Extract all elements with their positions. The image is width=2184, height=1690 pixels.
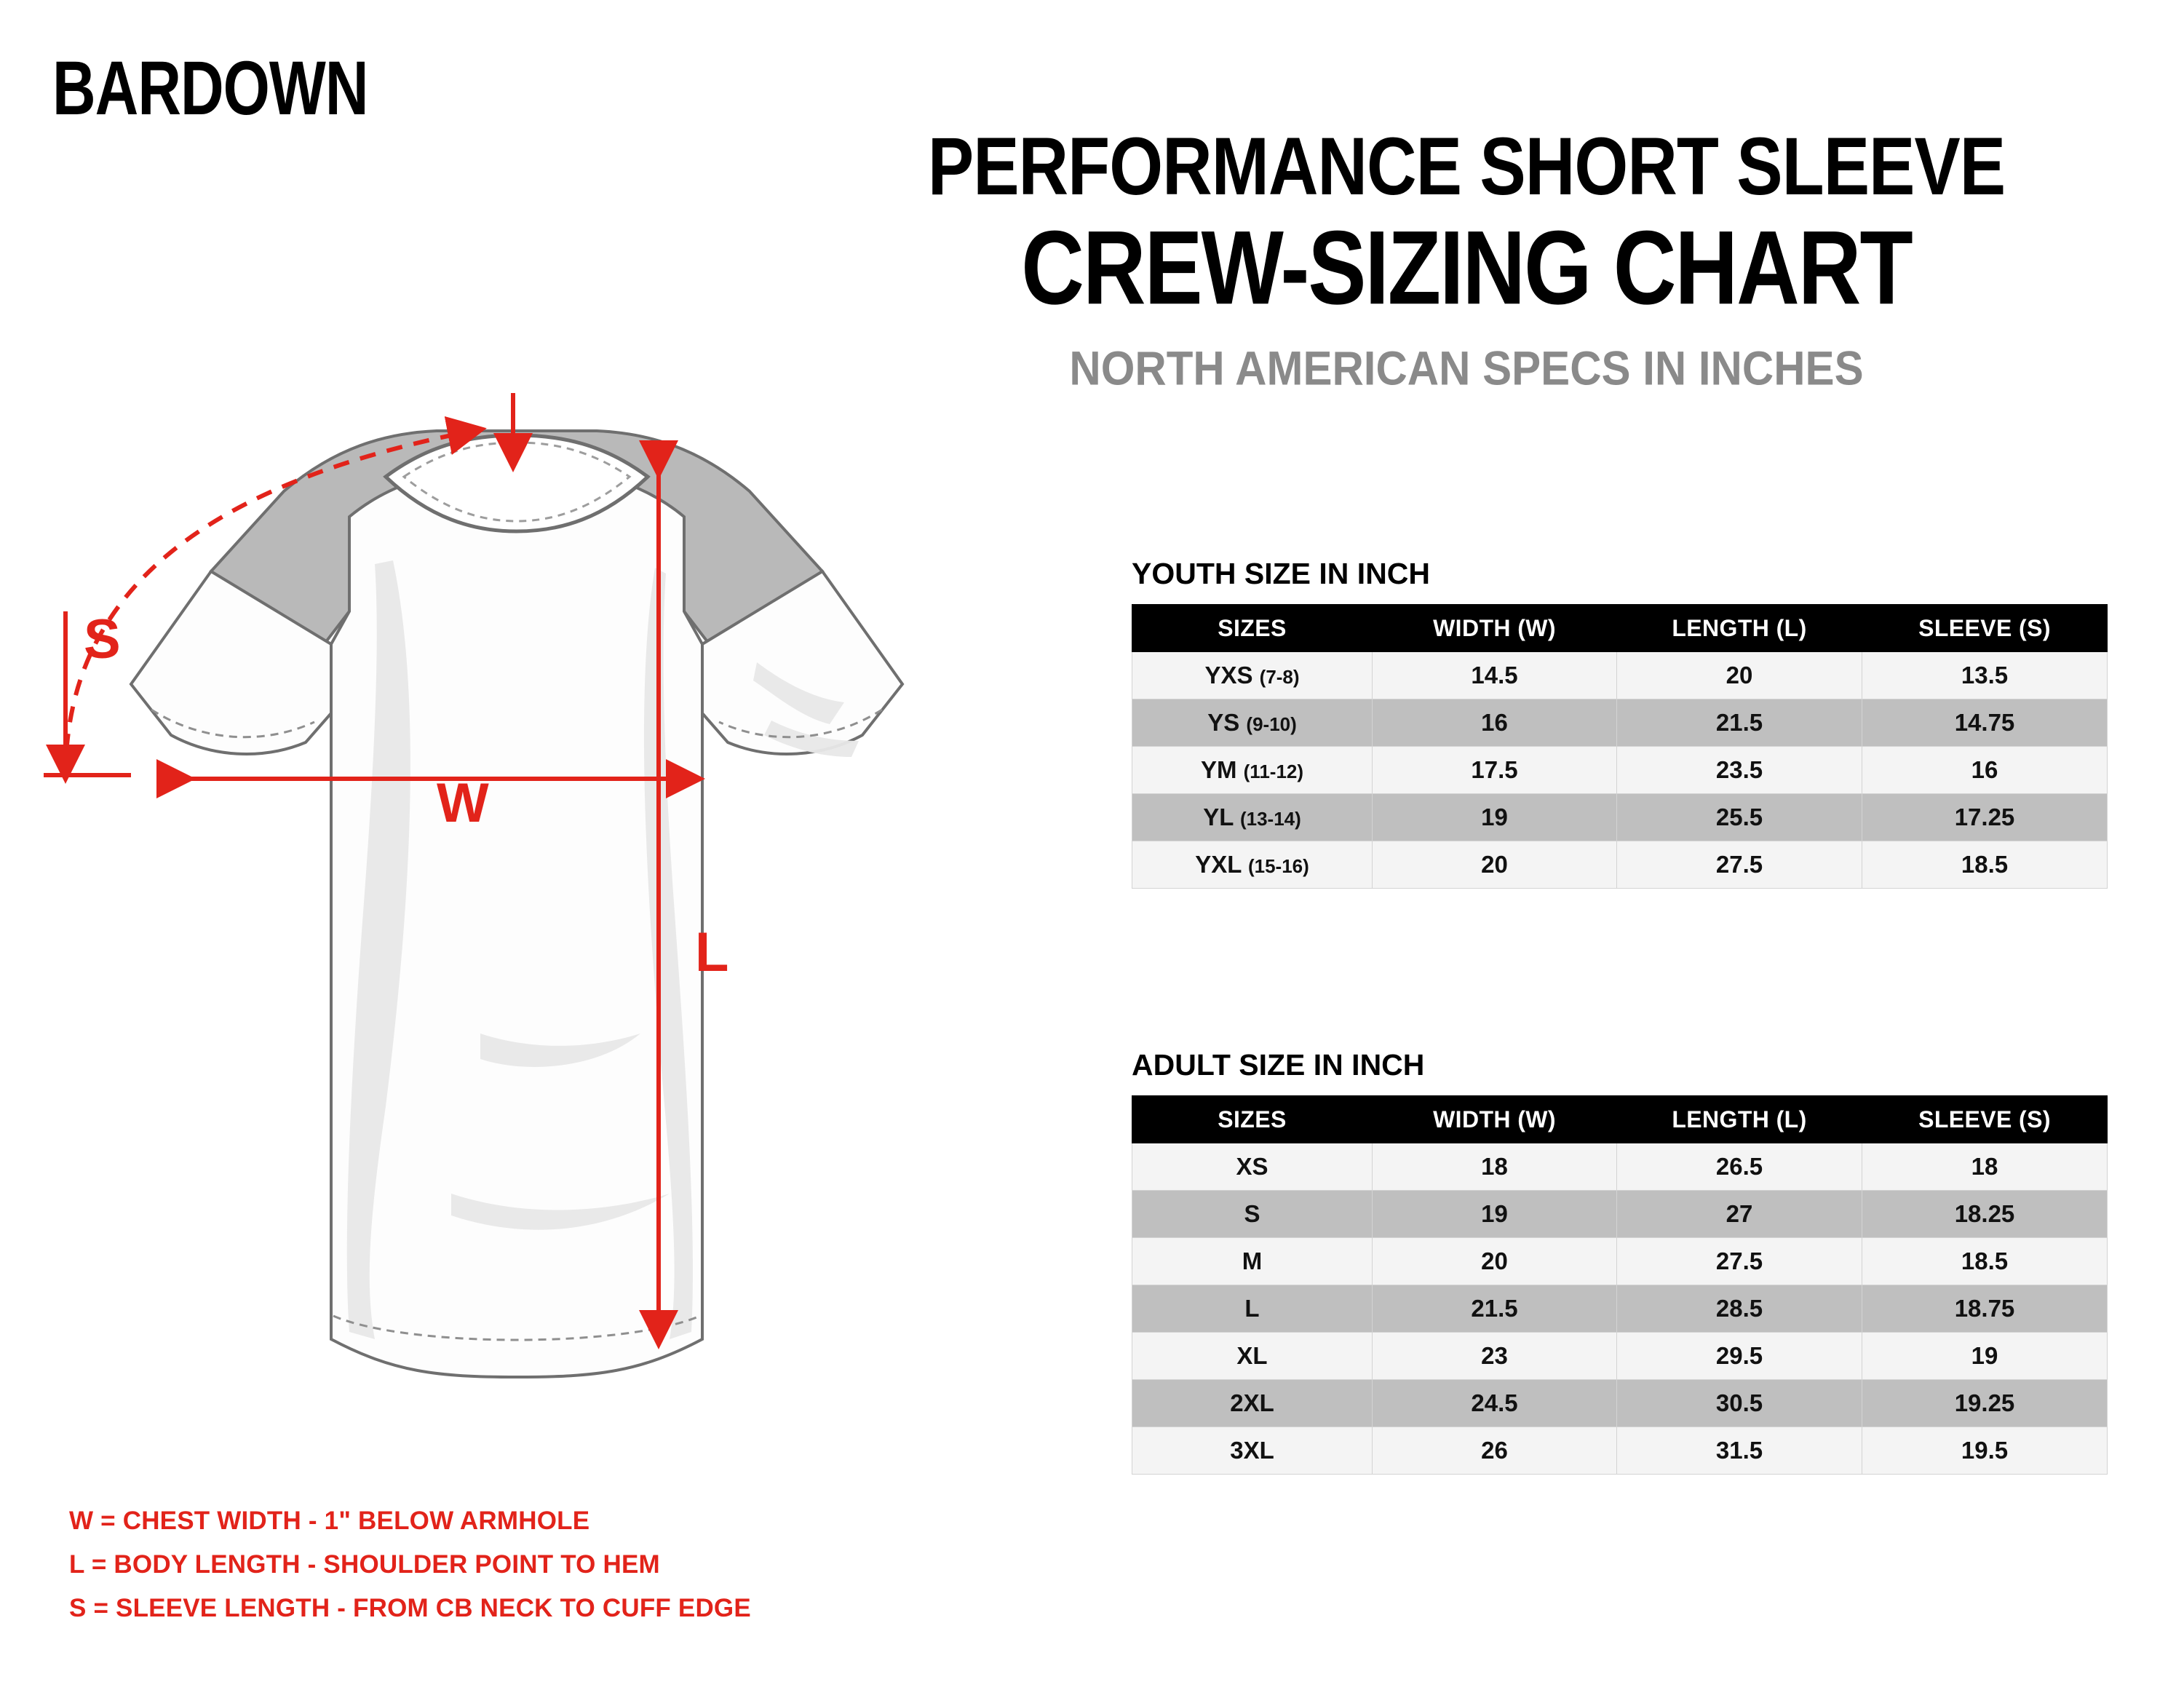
tshirt-diagram xyxy=(44,393,1026,1528)
cell-width: 20 xyxy=(1373,1238,1617,1285)
cell-size: 3XL xyxy=(1132,1427,1373,1475)
cell-length: 28.5 xyxy=(1617,1285,1862,1333)
cell-sleeve: 18.5 xyxy=(1862,1238,2108,1285)
legend-line-s: S = SLEEVE LENGTH - FROM CB NECK TO CUFF EDGE xyxy=(69,1594,751,1623)
cell-size: 2XL xyxy=(1132,1380,1373,1427)
column-header-sleeve: SLEEVE (S) xyxy=(1862,1096,2108,1143)
width-measure-label: W xyxy=(437,772,489,834)
column-header-width: WIDTH (W) xyxy=(1373,1096,1617,1143)
cell-size: YL (13-14) xyxy=(1132,794,1373,841)
tshirt-shape xyxy=(131,431,902,1377)
table-header-row xyxy=(1132,605,2108,652)
youth-table-caption: YOUTH SIZE IN INCH xyxy=(1132,557,1431,590)
cell-size: YM (11-12) xyxy=(1132,747,1373,794)
cell-length: 31.5 xyxy=(1617,1427,1862,1475)
legend-line-l: L = BODY LENGTH - SHOULDER POINT TO HEM xyxy=(69,1550,660,1579)
table-header-row xyxy=(1132,1096,2108,1143)
cell-sleeve: 18 xyxy=(1862,1143,2108,1191)
length-measure-label: L xyxy=(695,921,729,983)
sleeve-measure-label: S xyxy=(84,608,121,670)
table-row xyxy=(1132,1333,2108,1380)
youth-size-table-section xyxy=(1132,557,2107,889)
cell-sleeve: 19.25 xyxy=(1862,1380,2108,1427)
table-row xyxy=(1132,794,2108,841)
youth-size-table xyxy=(1132,604,2108,889)
cell-size: YXS (7-8) xyxy=(1132,652,1373,699)
cell-sleeve: 19.5 xyxy=(1862,1427,2108,1475)
table-row xyxy=(1132,1143,2108,1191)
cell-length: 21.5 xyxy=(1617,699,1862,747)
table-row xyxy=(1132,652,2108,699)
cell-size: XL xyxy=(1132,1333,1373,1380)
cell-width: 20 xyxy=(1373,841,1617,889)
column-header-sleeve: SLEEVE (S) xyxy=(1862,605,2108,652)
cell-length: 29.5 xyxy=(1617,1333,1862,1380)
cell-width: 26 xyxy=(1373,1427,1617,1475)
cell-length: 27.5 xyxy=(1617,1238,1862,1285)
cell-length: 27 xyxy=(1617,1191,1862,1238)
legend xyxy=(69,1499,751,1631)
column-header-length: LENGTH (L) xyxy=(1617,605,1862,652)
table-row xyxy=(1132,1380,2108,1427)
cell-size: XS xyxy=(1132,1143,1373,1191)
brand-logo: BARDOWN xyxy=(52,46,368,132)
cell-width: 17.5 xyxy=(1373,747,1617,794)
table-row xyxy=(1132,1191,2108,1238)
page-subtitle: NORTH AMERICAN SPECS IN INCHES xyxy=(1069,341,1864,395)
cell-sleeve: 13.5 xyxy=(1862,652,2108,699)
cell-sleeve: 18.5 xyxy=(1862,841,2108,889)
cell-length: 20 xyxy=(1617,652,1862,699)
table-row xyxy=(1132,841,2108,889)
cell-width: 19 xyxy=(1373,1191,1617,1238)
column-header-length: LENGTH (L) xyxy=(1617,1096,1862,1143)
title-line-1: PERFORMANCE SHORT SLEEVE xyxy=(927,121,2006,213)
column-header-width: WIDTH (W) xyxy=(1373,605,1617,652)
cell-size: S xyxy=(1132,1191,1373,1238)
cell-sleeve: 19 xyxy=(1862,1333,2108,1380)
cell-length: 26.5 xyxy=(1617,1143,1862,1191)
adult-table-caption: ADULT SIZE IN INCH xyxy=(1132,1048,1425,1082)
cell-width: 21.5 xyxy=(1373,1285,1617,1333)
cell-width: 16 xyxy=(1373,699,1617,747)
cell-size: L xyxy=(1132,1285,1373,1333)
table-row xyxy=(1132,1238,2108,1285)
cell-length: 30.5 xyxy=(1617,1380,1862,1427)
cell-sleeve: 17.25 xyxy=(1862,794,2108,841)
cell-sleeve: 18.25 xyxy=(1862,1191,2108,1238)
column-header-sizes: SIZES xyxy=(1132,605,1373,652)
cell-size: YS (9-10) xyxy=(1132,699,1373,747)
cell-sleeve: 14.75 xyxy=(1862,699,2108,747)
cell-length: 23.5 xyxy=(1617,747,1862,794)
adult-size-table xyxy=(1132,1095,2108,1475)
table-row xyxy=(1132,699,2108,747)
cell-width: 18 xyxy=(1373,1143,1617,1191)
table-row xyxy=(1132,747,2108,794)
table-row xyxy=(1132,1427,2108,1475)
cell-sleeve: 18.75 xyxy=(1862,1285,2108,1333)
cell-width: 24.5 xyxy=(1373,1380,1617,1427)
cell-sleeve: 16 xyxy=(1862,747,2108,794)
cell-width: 19 xyxy=(1373,794,1617,841)
cell-size: M xyxy=(1132,1238,1373,1285)
cell-width: 23 xyxy=(1373,1333,1617,1380)
table-row xyxy=(1132,1285,2108,1333)
cell-width: 14.5 xyxy=(1373,652,1617,699)
cell-length: 27.5 xyxy=(1617,841,1862,889)
adult-size-table-section xyxy=(1132,1048,2107,1475)
title-line-2: CREW-SIZING CHART xyxy=(1021,209,1912,327)
legend-line-w: W = CHEST WIDTH - 1" BELOW ARMHOLE xyxy=(69,1507,590,1535)
column-header-sizes: SIZES xyxy=(1132,1096,1373,1143)
page-title xyxy=(786,121,2147,395)
cell-size: YXL (15-16) xyxy=(1132,841,1373,889)
cell-length: 25.5 xyxy=(1617,794,1862,841)
